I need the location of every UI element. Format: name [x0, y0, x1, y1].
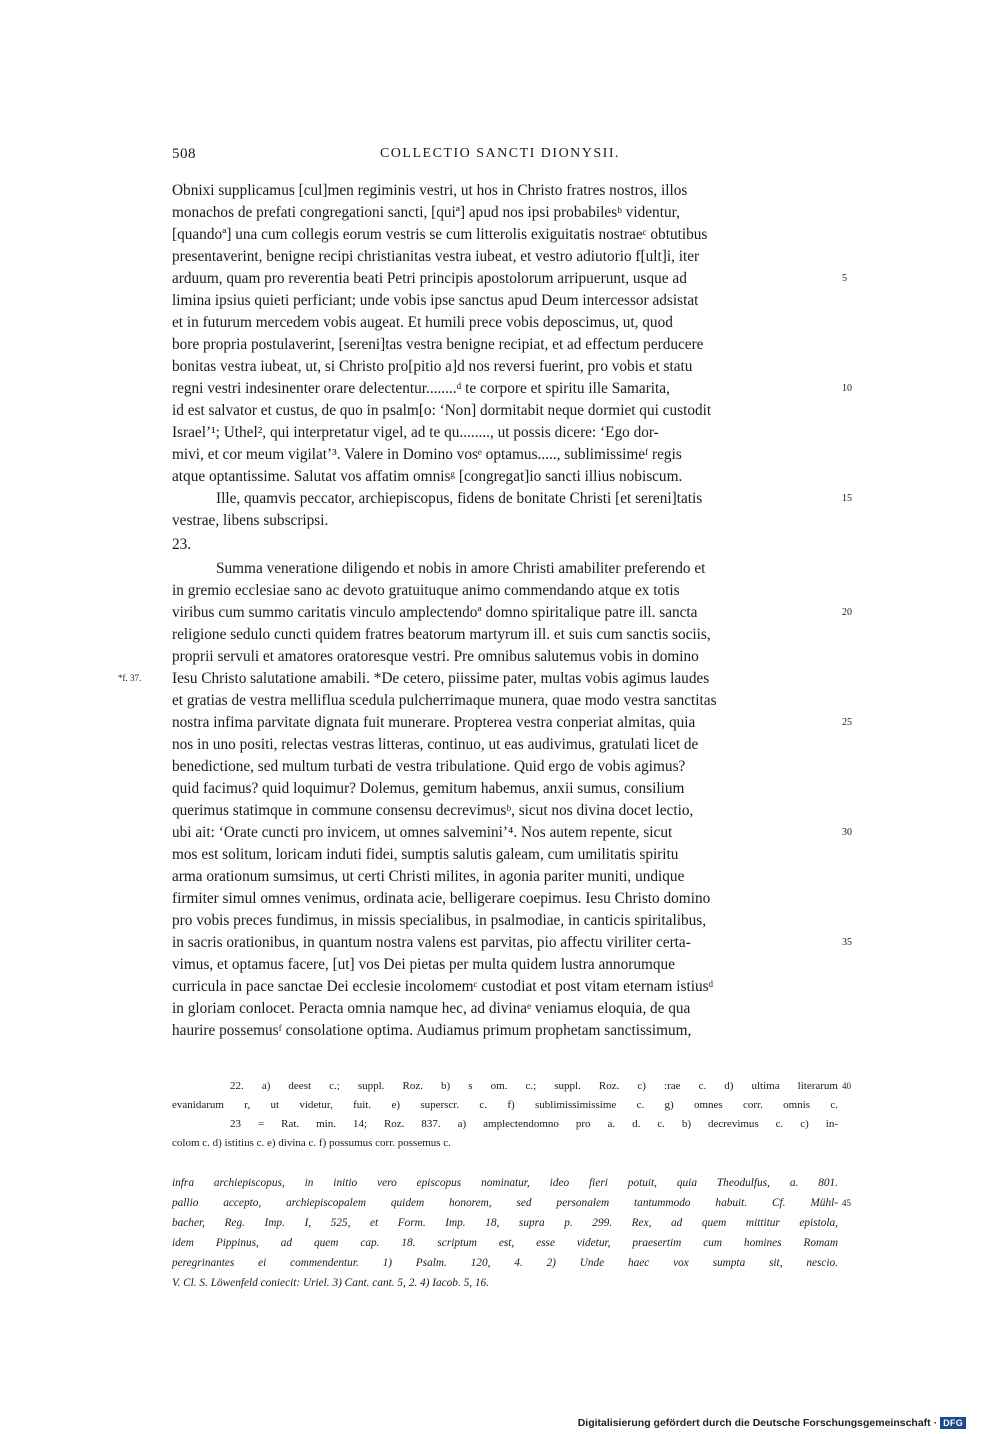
text-line: ubi ait: ‘Orate cuncti pro invicem, ut omnes salvemini’⁴. Nos autem repente, sicut: [172, 824, 673, 841]
text-line: vestrae, libens subscripsi.: [172, 512, 329, 529]
line-number: 10: [842, 383, 852, 394]
footnote-line: 22. a) deest c.; suppl. Roz. b) s om. c.; suppl. Roz. c) :rae c. d) ultima literarum: [230, 1080, 838, 1092]
text-line: Summa veneratione diligendo et nobis in amore Christi amabiliter preferendo et: [216, 560, 706, 577]
commentary-line: V. Cl. S. Löwenfeld coniecit: Uriel. 3) Cant. cant. 5, 2. 4) Iacob. 5, 16.: [172, 1277, 490, 1289]
text-line: et in futurum mercedem vobis augeat. Et humili prece vobis deposcimus, ut, quod: [172, 314, 673, 331]
text-line: firmiter simul omnes venimus, ordinata acie, belligerare coepimus. Iesu Christo domino: [172, 890, 711, 907]
commentary-line: idem Pippinus, ad quem cap. 18. scriptum est, esse videtur, praesertim cum homines Romam: [172, 1237, 838, 1249]
text-line: haurire possemusᶠ consolatione optima. Audiamus primum prophetam sanctissimum,: [172, 1022, 692, 1039]
dfg-logo: DFG: [940, 1417, 966, 1429]
text-line: nos in uno positi, relectas vestras litteras, continuo, ut eas audivimus, gratulati licet de: [172, 736, 699, 753]
text-line: in gremio ecclesiae sano ac devoto gratuituque animo commendando atque ex totis: [172, 582, 680, 599]
line-number: 20: [842, 607, 852, 618]
text-line: mivi, et cor meum vigilat’³. Valere in Domino vosᵉ optamus....., sublimissimeᶠ regis: [172, 446, 682, 463]
text-line: quid facimus? quid loquimur? Dolemus, gemitum habemus, anxii sumus, consilium: [172, 780, 685, 797]
text-line: Obnixi supplicamus [cul]men regiminis vestri, ut hos in Christo fratres nostros, illos: [172, 182, 688, 199]
commentary-line: peregrinantes ei commendentur. 1) Psalm. 120, 4. 2) Unde haec vox sumpta sit, nescio.: [172, 1257, 838, 1269]
running-title: COLLECTIO SANCTI DIONYSII.: [379, 146, 621, 161]
text-line: pro vobis preces fundimus, in missis specialibus, in psalmodiae, in canticis spiritalibus,: [172, 912, 707, 929]
commentary-line: pallio accepto, archiepiscopalem quidem honorem, sed personalem tantummodo habuit. Cf. Mühl-: [172, 1197, 838, 1209]
text-line: in gloriam conlocet. Peracta omnia namque hec, ad divinaᵉ veniamus eloquia, de qua: [172, 1000, 691, 1017]
text-line: id est salvator et custus, de quo in psalm[o: ‘Non] dormitabit neque dormiet qui custodit: [172, 402, 712, 419]
credit-text: Digitalisierung gefördert durch die Deutsche Forschungsgemeinschaft ·: [577, 1417, 938, 1429]
commentary-line: infra archiepiscopus, in initio vero episcopus nominatur, ideo fieri potuit, quia Theodulfus, a. 801.: [172, 1177, 838, 1189]
line-number: 25: [842, 717, 852, 728]
margin-folio-note: *f. 37.: [118, 673, 142, 683]
line-number: 35: [842, 937, 852, 948]
line-number: 30: [842, 827, 852, 838]
line-number: 15: [842, 493, 852, 504]
text-line: vimus, et optamus facere, [ut] vos Dei pietas per multa quidem lustra annorumque: [172, 956, 675, 973]
text-line: et gratias de vestra melliflua scedula pulcherrimaque munera, quae modo vestra sanctitas: [172, 692, 717, 709]
text-line: benedictione, sed multum turbati de vestra tribulatione. Quid ergo de vobis agimus?: [172, 758, 686, 775]
text-line: bonitas vestra iubeat, ut, si Christo pro[pitio a]d nos reversi fuerint, pro vobis et statu: [172, 358, 693, 375]
text-line: presentaverint, benigne recipi christianitas vestra iubeat, et vestro adiutorio f[ult]i, iter: [172, 248, 700, 265]
text-line: monachos de prefati congregationi sancti, [quiª] apud nos ipsi probabilesᵇ videntur,: [172, 204, 680, 221]
text-line: limina ipsius quieti perficiant; unde vobis ipse sanctus apud Deum intercessor adsistat: [172, 292, 699, 309]
text-line: Ille, quamvis peccator, archiepiscopus, fidens de bonitate Christi [et sereni]tatis: [216, 490, 703, 507]
text-line: bore propria postulaverint, [sereni]tas vestra benigne recipiat, et ad effectum perducere: [172, 336, 704, 353]
text-line: curricula in pace sanctae Dei ecclesie incolomemᶜ custodiat et post vitam eternam istiusᵈ: [172, 978, 714, 995]
text-line: regni vestri indesinenter orare delectentur........ᵈ te corpore et spiritu ille Samarita,: [172, 380, 670, 397]
commentary-line: bacher, Reg. Imp. I, 525, et Form. Imp. 18, supra p. 299. Rex, ad quem mittitur epistola,: [172, 1217, 838, 1229]
line-number: 45: [842, 1198, 851, 1208]
text-line: in sacris orationibus, in quantum nostra valens est parvitas, pio affectu viriliter certa-: [172, 934, 691, 951]
text-line: mos est solitum, loricam induti fidei, sumptis salutis galeam, cum umilitatis spiritu: [172, 846, 679, 863]
text-line: nostra infima parvitate dignata fuit munerare. Propterea vestra conperiat almitas, quia: [172, 714, 696, 731]
text-line: Iesu Christo salutatione amabili. *De cetero, piissime pater, multas vobis agimus laudes: [172, 670, 710, 687]
text-line: [quandoª] una cum collegis eorum vestris se cum litterolis exiguitatis nostraeᶜ obtutibus: [172, 226, 708, 243]
page-number: 508: [172, 146, 196, 162]
text-line: arduum, quam pro reverentia beati Petri principis apostolorum arripuerunt, usque ad: [172, 270, 687, 287]
digitization-credit: [578, 1417, 966, 1429]
text-line: Israel’¹; Uthel², qui interpretatur vigel, ad te qu........, ut possis dicere: ‘Ego dor-: [172, 424, 659, 441]
text-line: religione sedulo cuncti quidem fratres beatorum martyrum ill. et suis cum sanctis sociis,: [172, 626, 711, 643]
section-number: 23.: [172, 536, 192, 553]
text-line: proprii servuli et amatores oratoresque vestri. Pre omnibus salutemus vobis in domino: [172, 648, 699, 665]
line-number: 40: [842, 1081, 851, 1091]
line-number: 5: [842, 273, 847, 284]
footnote-line: colom c. d) istitius c. e) divina c. f) possumus corr. possemus c.: [172, 1137, 451, 1149]
text-line: viribus cum summo caritatis vinculo amplectendoª domno spiritalique patre ill. sancta: [172, 604, 698, 621]
text-line: arma orationum sumsimus, ut certi Christi milites, in agonia pariter muniti, undique: [172, 868, 685, 885]
page-header: [172, 146, 828, 166]
footnote-line: evanidarum r, ut videtur, fuit. e) superscr. c. f) sublimissimissime c. g) omnes corr. omnis c.: [172, 1099, 838, 1111]
footnote-line: 23 = Rat. min. 14; Roz. 837. a) amplectendomno pro a. d. c. b) decrevimus c. c) in-: [230, 1118, 838, 1130]
text-line: atque optantissime. Salutat vos affatim omnisᵍ [congregat]io sancti illius nobiscum.: [172, 468, 683, 485]
text-line: querimus statimque in commune consensu decrevimusᵇ, sicut nos divina docet lectio,: [172, 802, 694, 819]
